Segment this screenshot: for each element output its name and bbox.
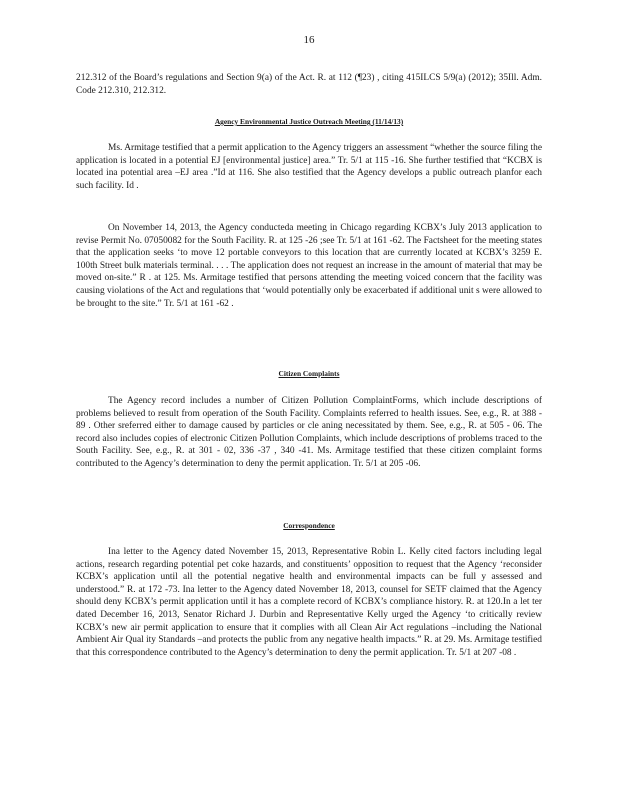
paragraph-november-meeting: On November 14, 2013, the Agency conducteda meeting in Chicago regarding KCBX’s July 2013 application to revise Permit No. 07050082 for the South Facility. R. at 125 -26 ;see Tr. 5/1 at 161 -62. The Factsheet for the meeting states that the application seeks ‘to move 12 portable conveyors to this location that are currently located at KCBX’s 3259 E. 100th Street bulk materials terminal. . . . The application does not request an increase in the amount of material that may be moved on-site.” R . at 125. Ms. Armitage testified that persons attending the meeting voiced concern that the facility was causing violations of the Act and regulations that ‘would potentially only be exacerbated if additional unit s were allowed to be brought to the site.” Tr. 5/1 at 161 -62 . [76, 223, 542, 309]
paragraph-armitage-ej-assessment: Ms. Armitage testified that a permit application to the Agency triggers an assessment “whether the source filing the application is located in a potential EJ [environmental justice] area.” Tr. 5/1 at 115 -16. She further testified that “KCBX is located ina potential area –EJ area .”Id at 116. She also testified that the Agency develops a public outreach planfor each such facility. Id . [76, 143, 542, 191]
paragraph-citizen-complaints: The Agency record includes a number of Citizen Pollution ComplaintForms, which include descriptions of problems believed to result from operation of the South Facility. Complaints referred to health issues. See, e.g., R. at 388 - 89 . Other sreferred either to damage caused by particles or cle aning necessitated by them. See, e.g., R. at 505 - 06. The record also includes copies of electronic Citizen Pollution Complaints, which include descriptions of problems traced to the South Facility. See, e.g., R. at 301 - 02, 336 -37 , 340 -41. Ms. Armitage testified that these citizen complaint forms contributed to the Agency’s determination to deny the permit application. Tr. 5/1 at 205 -06. [76, 396, 542, 469]
page-number: 16 [303, 34, 315, 46]
paragraph-correspondence: Ina letter to the Agency dated November 15, 2013, Representative Robin L. Kelly cited factors including legal actions, research regarding potential pet coke hazards, and constituents’ opposition to request that the Agency ‘reconsider KCBX’s application until all the potential negative health and environmental impacts can be full y assessed and understood.” R. at 172 -73. Ina letter to the Agency dated November 18, 2013, counsel for SETF claimed that the Agency should deny KCBX’s permit application until it has a complete record of KCBX’s compliance history. R. at 120.In a let ter dated December 16, 2013, Senator Richard J. Durbin and Representative Kelly urged the Agency ‘to critically review KCBX’s new air permit application to ensure that it complies with all Clean Air Act regulations –including the National Ambient Air Qual ity Standards –and protects the public from any negative health impacts.” R. at 29. Ms. Armitage testified that this correspondence contributed to the Agency’s determination to deny the permit application. Tr. 5/1 at 207 -08 . [76, 547, 542, 658]
section-heading-citizen-complaints: Citizen Complaints [278, 369, 340, 378]
paragraph-citation-continuation: 212.312 of the Board’s regulations and Section 9(a) of the Act. R. at 112 (¶23) , citing 415ILCS 5/9(a) (2012); 35Ill. Adm. Code 212.310, 212.312. [76, 73, 542, 96]
section-heading-correspondence: Correspondence [283, 521, 335, 530]
section-heading-outreach-meeting: Agency Environmental Justice Outreach Meeting (11/14/13) [214, 117, 404, 126]
